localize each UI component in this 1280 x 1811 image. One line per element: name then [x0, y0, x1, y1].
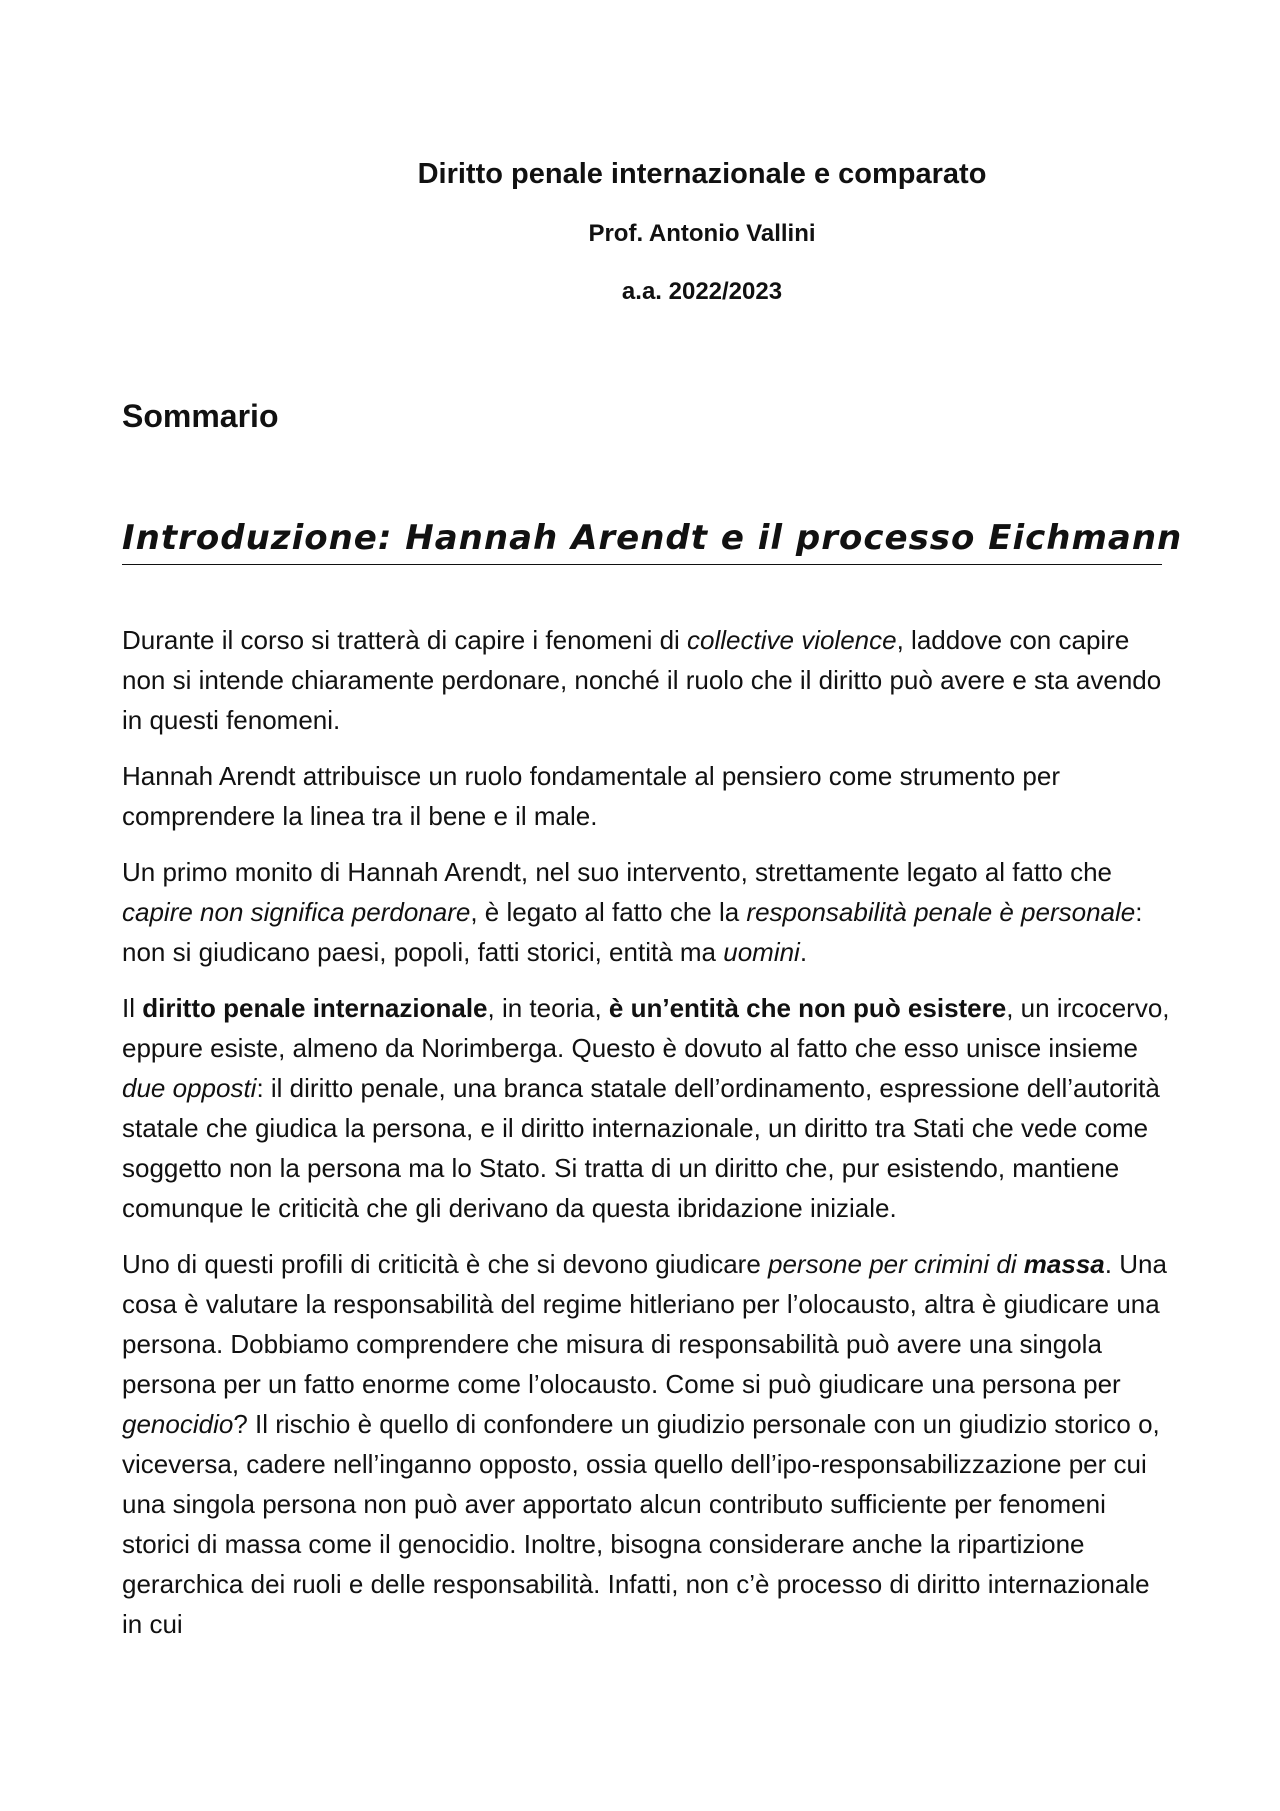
- professor-name: Prof. Antonio Vallini: [588, 220, 816, 247]
- text-run: , in teoria,: [487, 993, 609, 1023]
- italic-run: uomini: [723, 937, 800, 967]
- chapter-heading: Introduzione: Hannah Arendt e il processo Eichmann: [122, 518, 1162, 565]
- italic-run: genocidio: [122, 1409, 234, 1439]
- toc-heading: Sommario: [122, 398, 279, 434]
- text-run: : il diritto penale, una branca statale dell’ordinamento, espressione dell’autorità statale che giudica la persona, e il diritto internazionale, un diritto tra Stati che vede come soggetto non la persona ma lo Stato. Si tratta di un diritto che, pur esistendo, mantiene comunque le criticità che gli derivano da questa ibridazione iniziale.: [122, 1073, 1160, 1223]
- text-run: .: [799, 937, 808, 967]
- italic-run: responsabilità penale è personale: [746, 897, 1136, 927]
- bold-run: diritto penale internazionale: [142, 993, 488, 1023]
- text-run: . Una cosa è valutare la responsabilità del regime hitleriano per l’olocausto, altra è giudicare una persona. Dobbiamo comprendere che misura di responsabilità può avere una singola persona per un fatto enorme come l’olocausto. Come si può giudicare una persona per: [122, 1249, 1167, 1399]
- text-run: Hannah Arendt attribuisce un ruolo fondamentale al pensiero come strumento per comprendere la linea tra il bene e il male.: [122, 761, 1061, 831]
- text-run: : non si giudicano paesi, popoli, fatti storici, entità ma: [122, 897, 1143, 967]
- paragraph-1: [122, 620, 1172, 740]
- text-run: Uno di questi profili di criticità è che si devono giudicare: [122, 1249, 769, 1279]
- text-run: Un primo monito di Hannah Arendt, nel suo intervento, strettamente legato al fatto che: [122, 857, 1113, 887]
- academic-year: a.a. 2022/2023: [621, 278, 783, 305]
- bold-run: è un’entità che non può esistere: [608, 993, 1007, 1023]
- italic-run: collective violence: [687, 625, 897, 655]
- text-run: ? Il rischio è quello di confondere un giudizio personale con un giudizio storico o, viceversa, cadere nell’inganno opposto, ossia quello dell’ipo-responsabilizzazione per cui una singola persona non può aver apportato alcun contributo sufficiente per fenomeni storici di massa come il genocidio. Inoltre, bisogna considerare anche la ripartizione gerarchica dei ruoli e delle responsabilità. Infatti, non c’è processo di diritto internazionale in cui: [122, 1409, 1160, 1639]
- text-run: Il: [122, 993, 143, 1023]
- italic-run: persone per crimini di: [768, 1249, 1024, 1279]
- italic-run: capire non significa perdonare: [122, 897, 471, 927]
- paragraph-2: [122, 756, 1172, 836]
- paragraph-5: [122, 1244, 1172, 1644]
- text-run: , un ircocervo, eppure esiste, almeno da Norimberga. Questo è dovuto al fatto che esso unisce insieme: [122, 993, 1170, 1063]
- course-title: Diritto penale internazionale e comparato: [417, 158, 987, 190]
- paragraph-4: [122, 988, 1172, 1228]
- body-text: [122, 620, 1172, 1660]
- text-run: Durante il corso si tratterà di capire i fenomeni di: [122, 625, 688, 655]
- text-run: , laddove con capire non si intende chiaramente perdonare, nonché il ruolo che il diritto può avere e sta avendo in questi fenomeni.: [122, 625, 1162, 735]
- text-run: , è legato al fatto che la: [470, 897, 747, 927]
- italic-run: due opposti: [122, 1073, 257, 1103]
- paragraph-3: [122, 852, 1172, 972]
- bold-italic-run: massa: [1023, 1249, 1105, 1279]
